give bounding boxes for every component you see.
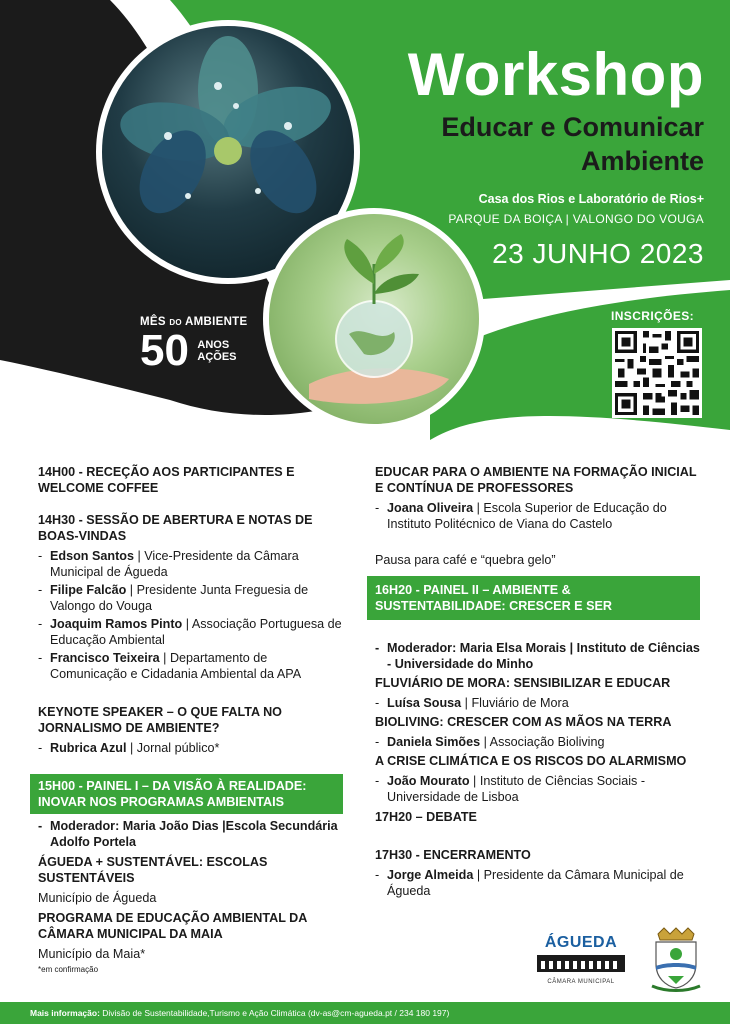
event-date: 23 JUNHO 2023 xyxy=(492,238,704,269)
pause-text: Pausa para café e “quebra gelo” xyxy=(375,553,556,567)
speaker-name: Joaquim Ramos Pinto xyxy=(50,617,183,631)
mes-do: DO xyxy=(169,318,182,327)
anos-acoes xyxy=(197,339,236,363)
speaker-role: | Associação Portuguesa de Educação Ambiental xyxy=(50,617,342,647)
venue: Casa dos Rios e Laboratório de Rios+ xyxy=(478,192,704,206)
footer-label: Mais informação: xyxy=(30,1008,100,1018)
speaker-name: Francisco Teixeira xyxy=(50,651,160,665)
section-encerramento: 17H30 - ENCERRAMENTO xyxy=(375,848,531,862)
workshop-title: Workshop xyxy=(407,41,704,108)
section-fluviario: FLUVIÁRIO DE MORA: SENSIBILIZAR E EDUCAR xyxy=(375,676,671,690)
speaker-item xyxy=(38,582,343,614)
speaker-name: Luísa Sousa xyxy=(387,696,462,710)
speaker-name: Filipe Falcão xyxy=(50,583,127,597)
footer-contact[interactable]: Divisão de Sustentabilidade,Turismo e Ação Climática (dv-as@cm-agueda.pt / 234 180 197) xyxy=(99,1008,450,1018)
place: PARQUE DA BOIÇA | VALONGO DO VOUGA xyxy=(448,212,704,226)
speaker-item xyxy=(375,773,700,805)
section-keynote: KEYNOTE SPEAKER – O QUE FALTA NO JORNALISMO DE AMBIENTE? xyxy=(38,705,282,735)
speaker-item xyxy=(375,500,700,532)
section-debate: 17H20 – DEBATE xyxy=(375,810,477,824)
section-painel-1: 15H00 - PAINEL I – DA VISÃO À REALIDADE: INOVAR NOS PROGRAMAS AMBIENTAIS xyxy=(30,774,343,814)
agueda-logo xyxy=(535,934,627,985)
speaker-role: | Vice-Presidente da Câmara Municipal de Águeda xyxy=(50,549,299,579)
speaker-name: Daniela Simões xyxy=(387,735,481,749)
speaker-name: Joana Oliveira xyxy=(387,501,474,515)
speaker-role: | Fluviário de Mora xyxy=(461,696,569,710)
footer-info-bar xyxy=(0,1002,730,1024)
city-hall-icon xyxy=(535,952,627,974)
section-maia: PROGRAMA DE EDUCAÇÃO AMBIENTAL DA CÂMARA MUNICIPAL DA MAIA xyxy=(38,911,307,941)
program-right-column xyxy=(375,464,700,899)
mes-suffix: AMBIENTE xyxy=(185,316,248,328)
institution-text: Município de Águeda xyxy=(38,891,157,905)
moderator-item: - Moderador: Maria Elsa Morais | Instituto de Ciências - Universidade do Minho xyxy=(375,640,700,672)
speaker-item xyxy=(375,695,700,711)
speaker-name: João Mourato xyxy=(387,774,470,788)
speaker-role: | Presidente Junta Freguesia de Valongo do Vouga xyxy=(50,583,309,613)
title-block xyxy=(407,41,704,270)
fifty-number: 50 xyxy=(140,326,189,375)
speaker-role: | Escola Superior de Educação do Instituto Politécnico de Viana do Castelo xyxy=(387,501,667,531)
speaker-name: Rubrica Azul xyxy=(50,741,127,755)
section-bioliving: BIOLIVING: CRESCER COM AS MÃOS NA TERRA xyxy=(375,715,672,729)
valongo-crest-icon xyxy=(648,926,704,992)
speaker-item xyxy=(38,616,343,648)
confirmation-note: *em confirmação xyxy=(38,965,99,974)
speaker-item xyxy=(375,867,700,899)
inscricoes-label: INSCRIÇÕES: xyxy=(611,309,695,323)
agueda-logo-title: ÁGUEDA xyxy=(544,934,618,951)
fifty-row xyxy=(140,328,247,374)
acoes-label: AÇÕES xyxy=(197,351,237,363)
moderator-item: - Moderador: Maria João Dias |Escola Secundária Adolfo Portela xyxy=(38,818,343,850)
speaker-name: Jorge Almeida xyxy=(387,868,474,882)
speaker-role: | Jornal público* xyxy=(126,741,220,755)
speaker-item xyxy=(375,734,700,750)
speaker-role: | Associação Bioliving xyxy=(480,735,605,749)
keynote-item xyxy=(38,740,343,756)
section-educar-professores: EDUCAR PARA O AMBIENTE NA FORMAÇÃO INICIAL E CONTÍNUA DE PROFESSORES xyxy=(375,465,697,495)
section-agueda-sustentavel: ÁGUEDA + SUSTENTÁVEL: ESCOLAS SUSTENTÁVEIS xyxy=(38,855,268,885)
section-crise-climatica: A CRISE CLIMÁTICA E OS RISCOS DO ALARMISMO xyxy=(375,754,687,768)
subtitle-line2: Ambiente xyxy=(580,146,704,176)
section-abertura: 14H30 - SESSÃO DE ABERTURA E NOTAS DE BOAS-VINDAS xyxy=(38,513,313,543)
anos-label: ANOS xyxy=(197,339,230,351)
section-recepcao: 14H00 - RECEÇÃO AOS PARTICIPANTES E WELCOME COFFEE xyxy=(38,465,295,495)
section-painel-2: 16H20 - PAINEL II – AMBIENTE & SUSTENTABILIDADE: CRESCER E SER xyxy=(367,576,700,620)
speaker-item xyxy=(38,548,343,580)
program-left-column xyxy=(38,464,343,978)
speaker-role: | Departamento de Comunicação e Cidadania Ambiental da APA xyxy=(50,651,302,681)
mes-prefix: MÊS xyxy=(140,316,166,328)
speaker-role: | Presidente da Câmara Municipal de Águeda xyxy=(387,868,684,898)
mes-do-ambiente-badge xyxy=(140,316,247,374)
speaker-role: | Instituto de Ciências Sociais - Universidade de Lisboa xyxy=(387,774,646,804)
camara-municipal-label: CÂMARA MUNICIPAL xyxy=(547,979,615,985)
speaker-item xyxy=(38,650,343,682)
speaker-name: Edson Santos xyxy=(50,549,134,563)
institution-text: Município da Maia* xyxy=(38,947,146,961)
subtitle-line1: Educar e Comunicar xyxy=(441,112,704,142)
qr-code-icon[interactable] xyxy=(612,328,702,418)
